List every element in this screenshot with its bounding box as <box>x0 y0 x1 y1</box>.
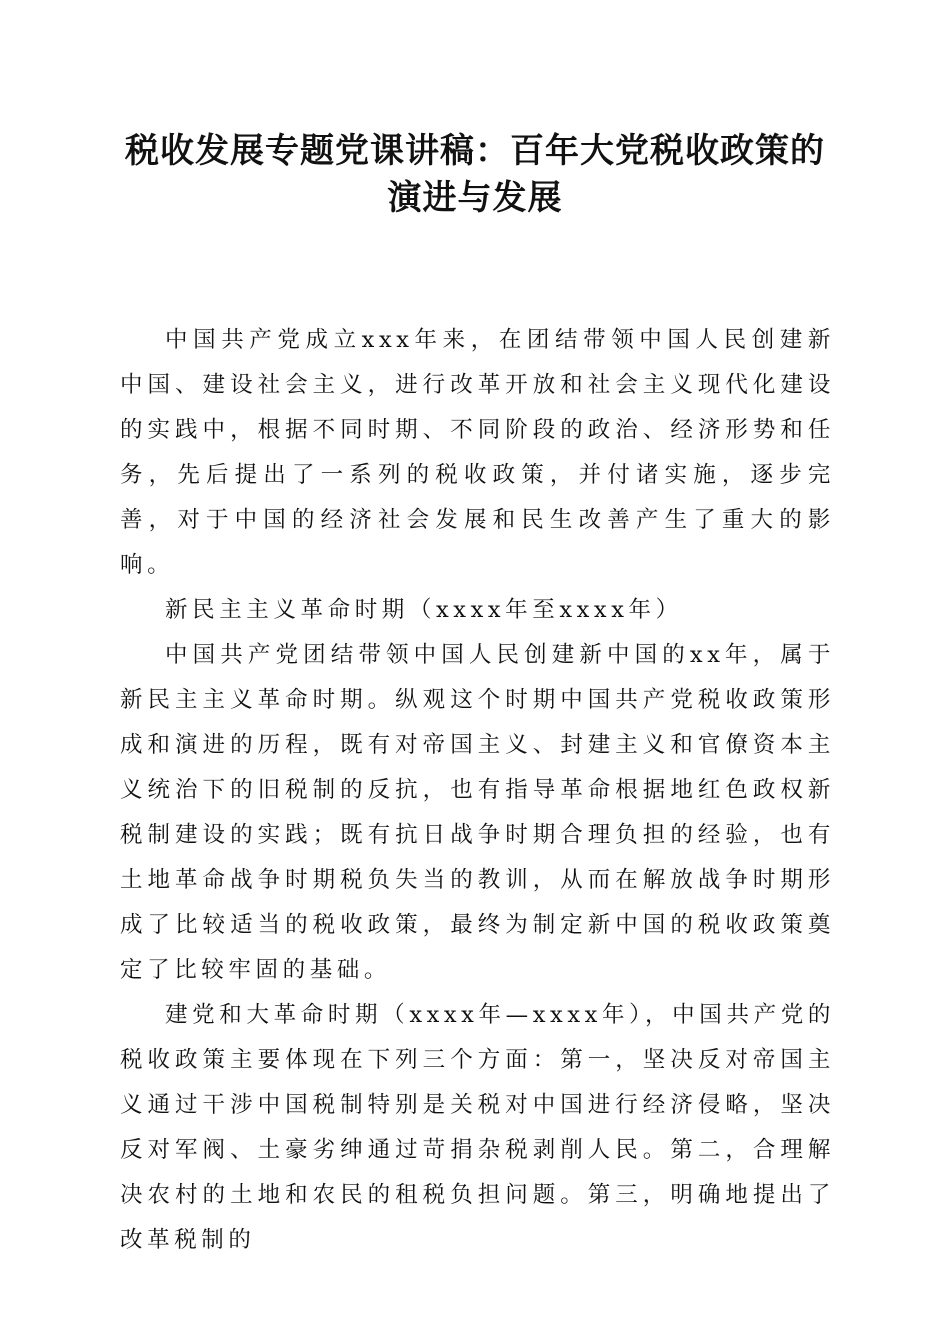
paragraph-early-period: 建党和大革命时期（xxxx年—xxxx年），中国共产党的税收政策主要体现在下列三个方面：第一，坚决反对帝国主义通过干涉中国税制特别是关税对中国进行经济侵略，坚决反对军阀、土豪劣绅通过苛捐杂税剥削人民。第二，合理解决农村的土地和农民的租税负担问题。第三，明确地提出了改革税制的 <box>120 1002 835 1253</box>
section-heading: 新民主主义革命时期（xxxx年至xxxx年） <box>165 597 683 623</box>
paragraph-overview: 中国共产党团结带领中国人民创建新中国的xx年，属于新民主主义革命时期。纵观这个时期中国共产党税收政策形成和演进的历程，既有对帝国主义、封建主义和官僚资本主义统治下的旧税制的反抗，也有指导革命根据地红色政权新税制建设的实践；既有抗日战争时期合理负担的经验，也有土地革命战争时期税负失当的教训，从而在解放战争时期形成了比较适当的税收政策，最终为制定新中国的税收政策奠定了比较牢固的基础。 <box>120 642 835 983</box>
document-title <box>90 128 860 222</box>
paragraph-intro: 中国共产党成立xxx年来，在团结带领中国人民创建新中国、建设社会主义，进行改革开放和社会主义现代化建设的实践中，根据不同时期、不同阶段的政治、经济形势和任务，先后提出了一系列的税收政策，并付诸实施，逐步完善，对于中国的经济社会发展和民生改善产生了重大的影响。 <box>120 327 835 578</box>
title-line-2: 演进与发展 <box>387 178 563 218</box>
document-body <box>120 318 835 1263</box>
title-line-1: 税收发展专题党课讲稿：百年大党税收政策的 <box>125 131 825 171</box>
